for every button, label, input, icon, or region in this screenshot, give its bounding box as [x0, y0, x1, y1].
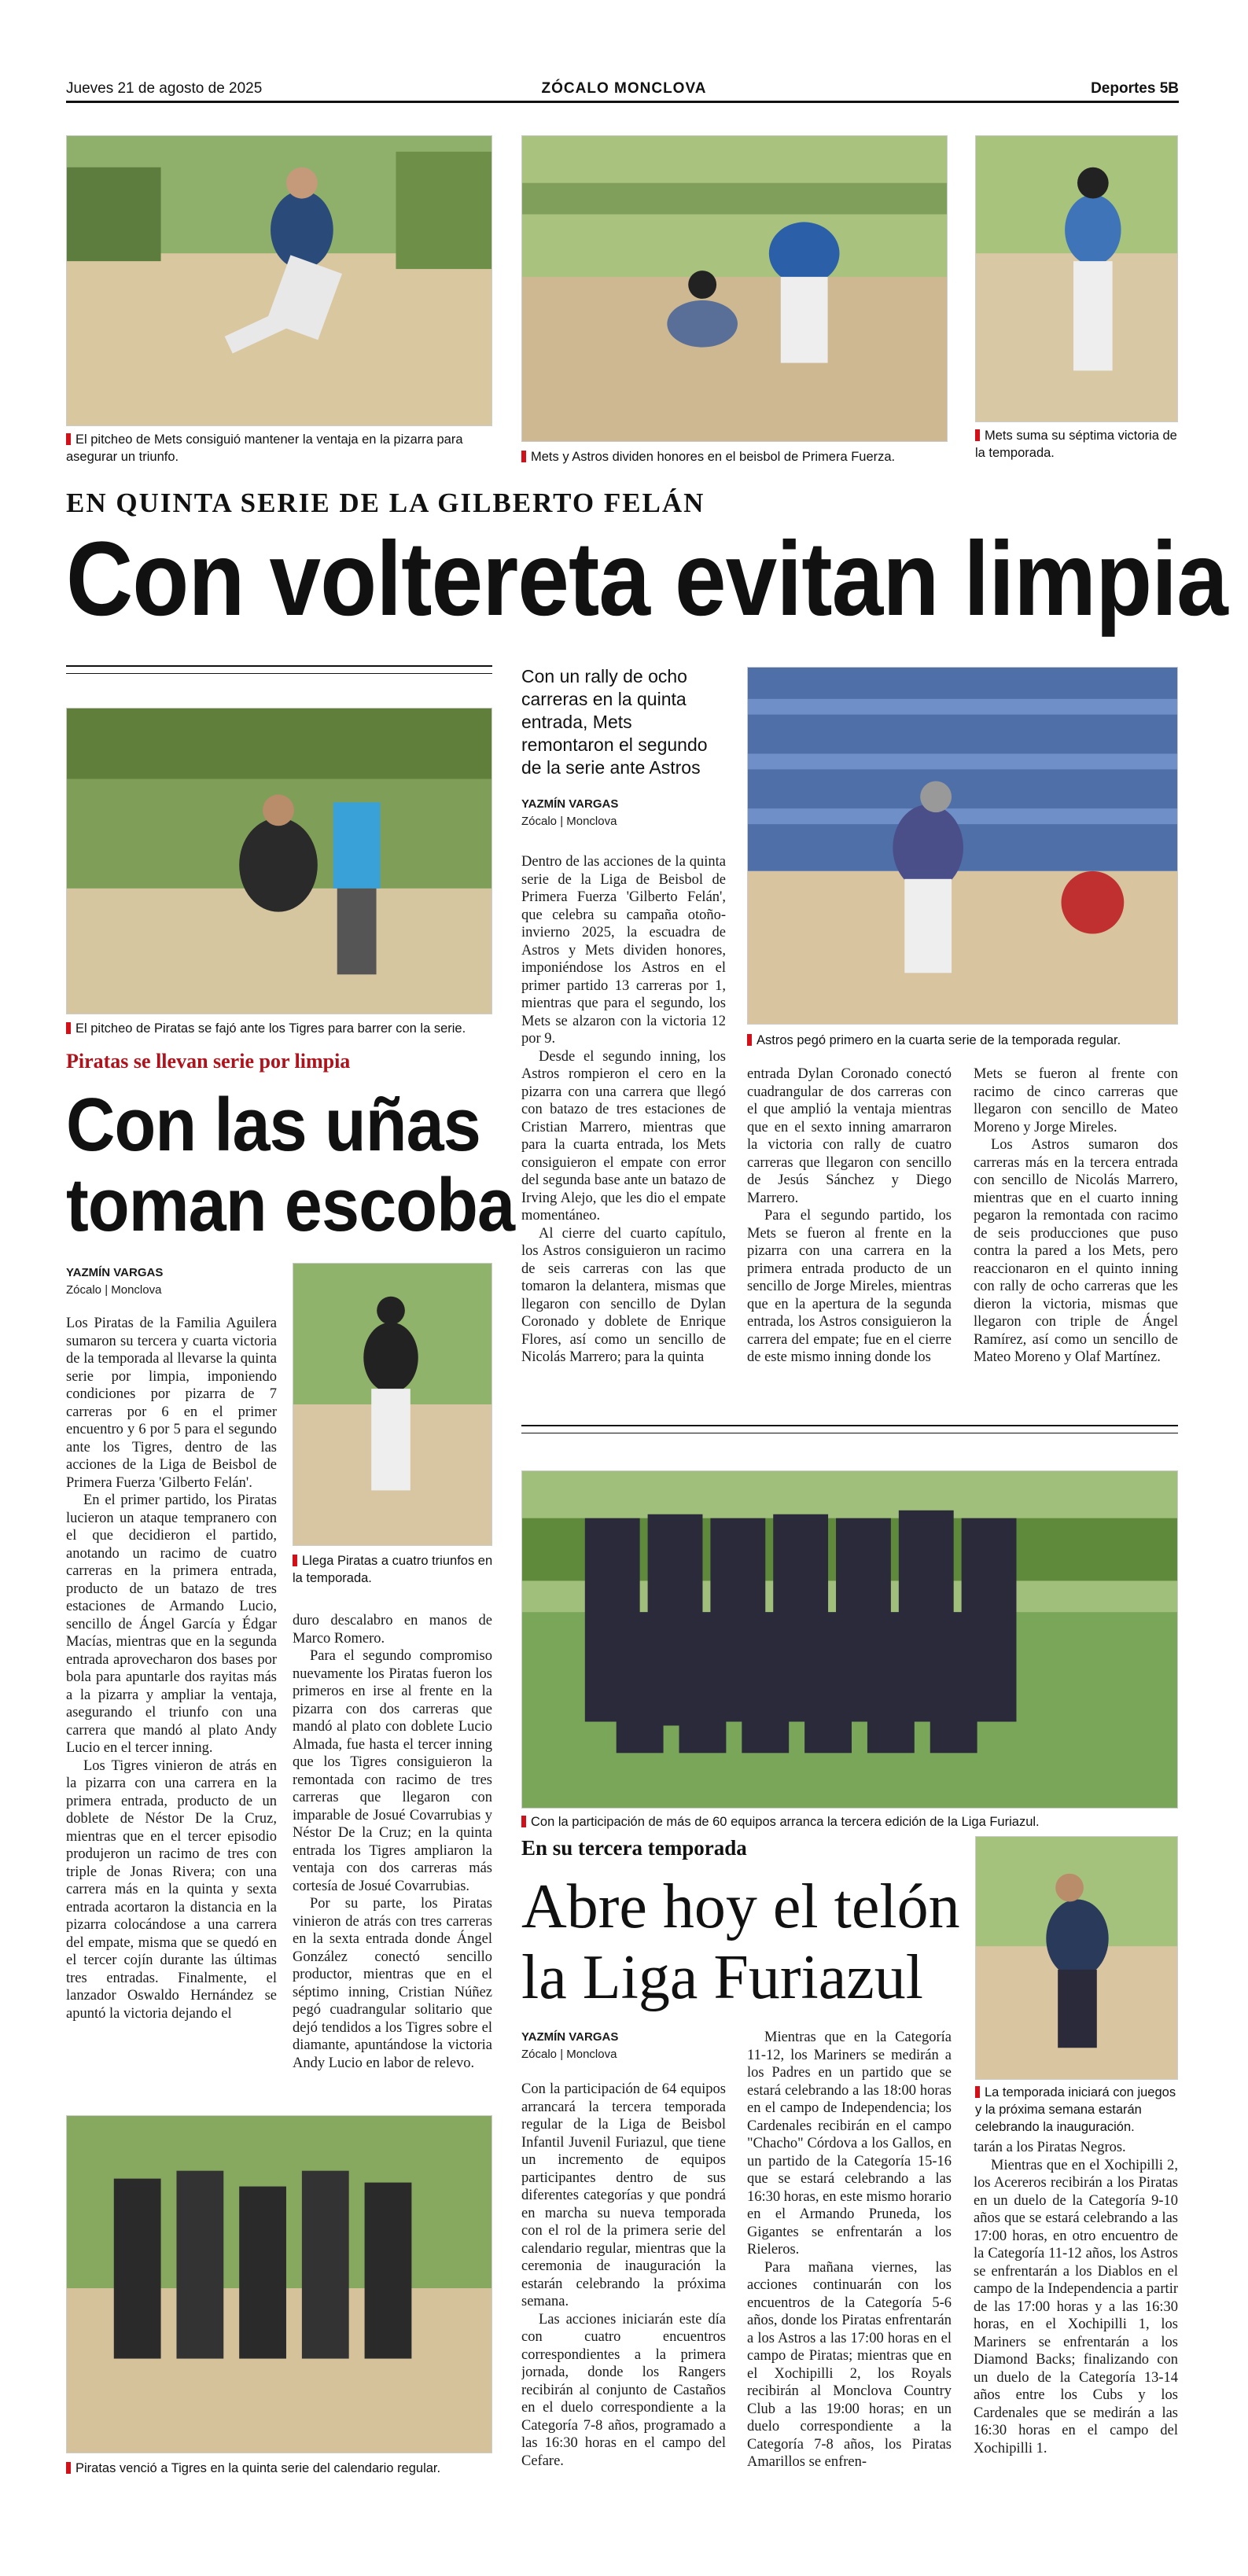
caption-top-1: El pitcheo de Mets consiguió mantener la ventaja en la pizarra para asegurar un triunfo.: [66, 432, 463, 464]
photo-liga-pitcher: [975, 1836, 1178, 2080]
caption-piratas-runner: Llega Piratas a cuatro triunfos en la temporada.: [293, 1554, 493, 1585]
piratas-headline-line1: Con las uñas: [66, 1083, 480, 1167]
piratas-kicker: Piratas se llevan serie por limpia: [66, 1050, 351, 1073]
caption-marker-icon: [521, 451, 526, 462]
liga-body-col1: [521, 2081, 726, 2474]
main-headline: Con voltereta evitan limpia: [66, 521, 1228, 638]
liga-body-col2: [747, 2029, 952, 2474]
paragraph: Mets se fueron al frente con racimo de cinco carreras que llegaron con sencillo de Mateo Moreno y Jorge Mireles.: [974, 1066, 1178, 1135]
caption-marker-icon: [521, 1816, 526, 1827]
paragraph: Desde el segundo inning, los Astros rompieron el cero en la pizarra con una carrera que llegó con batazo de tres estaciones de Cristian Marrero, mientras que para la cuarta entrada, los Mets consiguieron el empate con error del segunda base ante un batazo de Irving Alejo, que les dio el empate momentáneo.: [521, 1048, 726, 1224]
caption-astros-batter: Astros pegó primero en la cuarta serie de la temporada regular.: [747, 1032, 1178, 1049]
piratas-byline: [66, 1264, 163, 1299]
header-date: Jueves 21 de agosto de 2025: [66, 80, 263, 97]
paragraph: duro descalabro en manos de Marco Romero.: [293, 1613, 492, 1647]
paragraph: Para el segundo compromiso nuevamente los Piratas fueron los primeros en irse al frente en la pizarra con dos carreras que mandó al plato con doblete Lucio Almada, fue hasta el tercer inning que los Tigres consiguieron la remontada con racimo de tres carreras que llegaron con imparable de Josué Covarrubias y Néstor De la Cruz; en la quinta entrada los Tigres ampliaron la ventaja con dos carreras más cortesía de Josué Covarrubias.: [293, 1648, 492, 1894]
piratas-body-col2: [293, 1612, 492, 2101]
caption-top-3: Mets suma su séptima victoria de la temporada.: [975, 429, 1177, 460]
header-rule: [66, 101, 1179, 103]
caption-marker-icon: [66, 433, 71, 445]
paragraph: Dentro de las acciones de la quinta serie de la Liga de Beisbol de Primera Fuerza 'Gilberto Felán', que celebra su campaña otoño-invierno 2025, la escuadra de Astros y Mets dividen honores, imponiéndose los Astros en el primer partido 13 carreras por 1, mientras que para el segundo, los Mets se alzaron con la victoria 12 por 9.: [521, 854, 726, 1047]
paragraph: Con la participación de 64 equipos arrancará la tercera temporada regular de la Liga de Beisbol Infantil Juvenil Furiazul, que tiene un incremento de equipos participantes dentro de sus diferentes categorías y que pondrá en marcha su nueva temporada con el rol de la primera serie del calendario regular, mientras que la ceremonia de inauguración la estarán celebrando la próxima semana.: [521, 2081, 726, 2309]
byline-name: YAZMÍN VARGAS: [521, 797, 619, 811]
caption-marker-icon: [66, 2462, 71, 2474]
liga-headline-line2: la Liga Furiazul: [521, 1943, 923, 2012]
paragraph: Los Piratas de la Familia Aguilera sumaron su tercera y cuarta victoria de la temporada al llevarse la quinta serie por limpia, imponiendo condiciones por pizarra de 7 carreras por 6 en el primer encuentro y 6 por 5 para el segundo ante los Tigres, dentro de las acciones de la Liga de Beisbol de Primera Fuerza 'Gilberto Felán'.: [66, 1316, 277, 1491]
caption-liga-pitcher: La temporada iniciará con juegos y la próxima semana estarán celebrando la inauguración.: [975, 2085, 1176, 2134]
photo-astros-batter: [747, 667, 1178, 1025]
caption-padres-team: Con la participación de más de 60 equipos arranca la tercera edición de la Liga Furiazul.: [521, 1813, 1178, 1831]
piratas-body-col1: [66, 1315, 277, 2101]
paragraph: Al cierre del cuarto capítulo, los Astros consiguieron un racimo de seis carreras con las que tomaron la delantera, mismas que llegaron con sencillo de Dylan Coronado y doblete de Enrique Flores, así como un sencillo de Nicolás Marrero; para la quinta: [521, 1225, 726, 1365]
photo-mets-batter: [975, 135, 1178, 422]
caption-marker-icon: [975, 429, 980, 441]
paragraph: Para el segundo partido, los Mets se fueron al frente en la pizarra con una carrera en la primera entrada producto de un sencillo de Jorge Mireles, mientras que en la apertura de la segunda entrada, los Astros consiguieron la carrera del empate; fue en el cierre de este mismo inning donde los: [747, 1208, 952, 1365]
byline-location: Zócalo | Monclova: [521, 2048, 617, 2061]
paragraph: tarán a los Piratas Negros.: [974, 2140, 1126, 2155]
photo-mets-astros-play: [521, 135, 948, 442]
divider: [66, 665, 492, 667]
caption-piratas-team: Piratas venció a Tigres en la quinta serie del calendario regular.: [66, 2460, 495, 2477]
main-body-col1: [521, 853, 726, 1404]
liga-kicker: En su tercera temporada: [521, 1836, 747, 1860]
liga-body-col3: [974, 2139, 1178, 2474]
photo-piratas-team: [66, 2115, 492, 2453]
main-byline: [521, 796, 618, 830]
byline-name: YAZMÍN VARGAS: [66, 1266, 164, 1279]
paragraph: Mientras que en el Xochipilli 2, los Acereros recibirán a los Piratas en un duelo de la Categoría 9-10 años que se estará celebrando a las 17:00 horas, en otro encuentro de la Categoría 11-12 años, los Astros se enfrentarán a los Diablos en el campo de la Independencia a partir de las 17:00 horas y a las 16:30 horas, en el Xochipilli 1, los Mariners se enfrentarán a los Diamond Backs; finalizando con un duelo de la Categoría 13-14 años entre los Cubs y los Cardenales que se medirán a las 16:30 horas en el campo del Xochipilli 1.: [974, 2157, 1178, 2456]
photo-padres-team: [521, 1470, 1178, 1809]
paragraph: Las acciones iniciarán este día con cuatro encuentros correspondientes a la primera jornada, donde los Rangers recibirán al conjunto de Castaños en el duelo correspondiente a la Categoría 7-8 años, programado a las 16:30 horas en el campo del Cefare.: [521, 2311, 726, 2469]
byline-name: YAZMÍN VARGAS: [521, 2030, 619, 2044]
caption-marker-icon: [66, 1022, 71, 1034]
caption-marker-icon: [975, 2086, 980, 2098]
byline-location: Zócalo | Monclova: [521, 815, 617, 828]
liga-byline: [521, 2029, 618, 2063]
main-body-col3: [974, 1065, 1178, 1404]
paragraph: Por su parte, los Piratas vinieron de atrás con tres carreras en la sexta entrada donde Ángel González conectó sencillo productor, mientras que en el séptimo inning, Cristian Núñez pegó cuadrangular solitario que dejó tendidos a los Tigres sobre el diamante, apuntándose la victoria Andy Lucio en labor de relevo.: [293, 1896, 492, 2071]
divider: [66, 673, 492, 674]
piratas-headline-line2: toman escoba: [66, 1163, 515, 1247]
liga-headline-line1: Abre hoy el telón: [521, 1872, 960, 1941]
photo-piratas-runner: [293, 1263, 492, 1546]
photo-mets-pitcher: [66, 135, 492, 426]
caption-marker-icon: [293, 1555, 297, 1566]
caption-marker-icon: [747, 1034, 752, 1046]
paragraph: Los Astros sumaron dos carreras más en la tercera entrada con sencillo de Nicolás Marrero, mientras que en el cuarto inning pegaron la remontada con racimo de seis producciones que puso contra la pared a los Mets, pero reaccionaron en el quinto inning con rally de ocho carreras que les dieron la victoria, mismas que llegaron con triple de Ángel Ramírez, así como un sencillo de Mateo Moreno y Olaf Martínez.: [974, 1137, 1178, 1365]
caption-top-2: Mets y Astros dividen honores en el beisbol de Primera Fuerza.: [521, 448, 950, 466]
main-deck: Con un rally de ocho carreras en la quinta entrada, Mets remontaron el segundo de la serie ante Astros: [521, 666, 708, 778]
paragraph: Mientras que en la Categoría 11-12, los Mariners se medirán a los Padres en un partido que se estará celebrando a las 18:00 horas en el campo de Independencia; los Cardenales recibirán en el campo "Chacho" Córdova a los Gallos, en un partido de la Categoría 15-16 que se estará celebrando a las 16:30 horas, en este mismo horario en el Armando Pruneda, los Gigantes se enfrentarán a los Rieleros.: [747, 2030, 952, 2258]
caption-piratas-pitcher: El pitcheo de Piratas se fajó ante los Tigres para barrer con la serie.: [66, 1020, 495, 1037]
byline-location: Zócalo | Monclova: [66, 1283, 162, 1297]
main-body-col2: [747, 1065, 952, 1404]
divider: [521, 1425, 1178, 1426]
photo-piratas-pitcher: [66, 708, 492, 1014]
paragraph: Para mañana viernes, las acciones continuarán con los encuentros de la Categoría 5-6 años, donde los Piratas enfrentarán a los Astros a las 17:00 horas en el campo de Piratas; mientras que en el Xochipilli 2, los Royals recibirán al Monclova Country Club a las 19:00 horas; en un duelo correspondiente a la Categoría 7-8 años, los Piratas Amarillos se enfren-: [747, 2259, 952, 2470]
paragraph: Los Tigres vinieron de atrás en la pizarra con una carrera en la primera entrada, producto de un doblete de Néstor De la Cruz, mientras que en el tercer episodio produjeron un racimo de tres con triple de Jonas Rivera; con una carrera más en la quinta y sexta entrada acortaron la distancia en la pizarra colocándose a una carrera del empate, misma que se quedó en el tercer cojín durante las últimas tres entradas. Finalmente, el lanzador Oswaldo Hernández se apuntó la victoria dejando el: [66, 1757, 277, 2022]
header-section: Deportes 5B: [1091, 80, 1179, 97]
header-paper-name: ZÓCALO MONCLOVA: [541, 80, 707, 97]
main-kicker: EN QUINTA SERIE DE LA GILBERTO FELÁN: [66, 488, 705, 518]
paragraph: entrada Dylan Coronado conectó cuadrangular de dos carreras con el que amplió la ventaja mientras que en el sexto inning amarraron la victoria con rally de cuatro carreras que llegaron con sencillo de Jesús Sánchez y Diego Marrero.: [747, 1066, 952, 1206]
paragraph: En el primer partido, los Piratas lucieron un ataque tempranero con el que decidieron el partido, anotando un racimo de cuatro carreras en la primera entrada, producto de un batazo de tres estaciones de Armando Lucio, sencillo de Ángel García y Édgar Macías, mientras que en la segunda entrada aprovecharon dos bases por bola para apuntarle dos rayitas más a la pizarra y ampliar la ventaja, asegurando el triunfo con una carrera que mandó al plato Andy Lucio en el tercer inning.: [66, 1492, 277, 1756]
